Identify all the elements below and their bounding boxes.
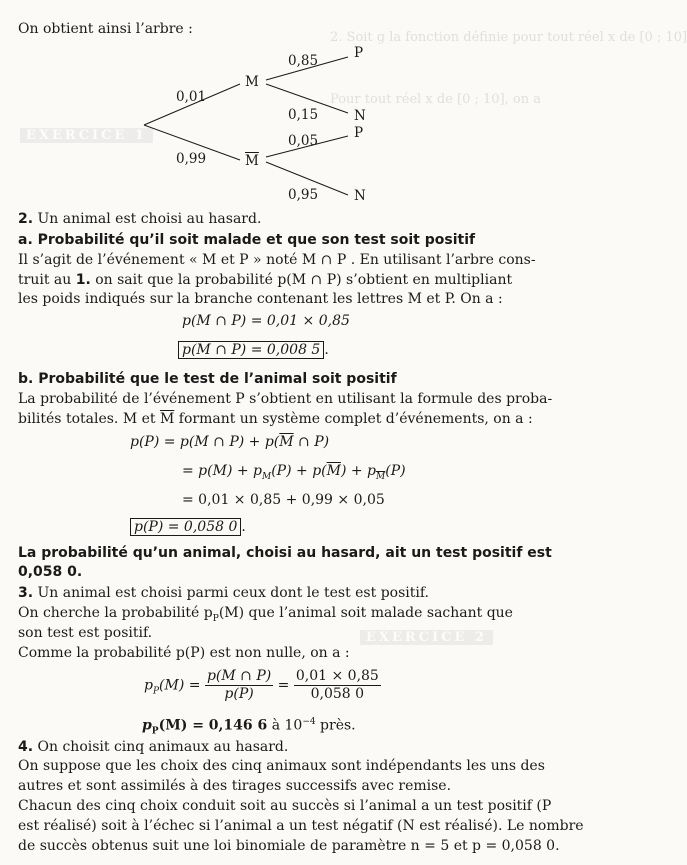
tree-weight-M-P: 0,85 — [288, 53, 319, 69]
tree-leaf-P2: P — [354, 125, 364, 141]
eq-part: = p(M) + p — [182, 463, 262, 479]
boxed-result — [130, 518, 246, 537]
conclusion-line: 0,058 0. — [18, 564, 83, 580]
bleed-through-text: 2. Soit g la fonction définie pour tout réel x de [0 ; 10] — [330, 30, 687, 45]
exponent: −4 — [302, 717, 316, 727]
eq-part: à 10 — [267, 717, 303, 734]
eq-part: ∩ P) — [293, 434, 330, 450]
probability-tree — [18, 0, 524, 215]
subscript: P — [212, 613, 219, 624]
question-2 — [18, 210, 261, 229]
bleed-through-banner: EXERCICE 2 — [360, 630, 493, 645]
fraction — [205, 668, 273, 703]
result-box: p(M ∩ P) = 0,008 5 — [178, 341, 324, 359]
tree-leaf-N1: N — [354, 108, 366, 124]
question-3 — [18, 584, 429, 603]
bleed-through-text: Pour tout réel x de [0 ; 10], on a — [330, 92, 541, 107]
text-fragment: formant un système complet d’événements, on a : — [174, 411, 533, 427]
text-fragment: (M) que l’animal soit malade sachant que — [218, 605, 513, 621]
tree-leaf-N2: N — [354, 188, 366, 204]
paragraph-line: La probabilité de l’événement P s’obtient en utilisant la formule des proba- — [18, 391, 553, 407]
complement-M: $\overline{M}$ — [326, 463, 341, 479]
tree-weight-Mbar-N: 0,95 — [288, 187, 319, 203]
paragraph-line: est réalisé) soit à l’échec si l’animal a un test négatif (N est réalisé). Le nombre — [18, 818, 584, 834]
complement-M: $\overline{M}$ — [159, 411, 175, 427]
result-box: p(P) = 0,058 0 — [130, 518, 241, 536]
numerator: p(M ∩ P) — [206, 668, 272, 684]
question-text: Un animal est choisi au hasard. — [33, 211, 262, 227]
tree-weight-M-N: 0,15 — [288, 107, 319, 123]
text-fragment: On cherche la probabilité p — [18, 605, 213, 621]
tree-leaf-P1: P — [354, 45, 364, 61]
paragraph-line: les poids indiqués sur la branche contenant les lettres M et P. On a : — [18, 291, 503, 307]
paragraph-line: de succès obtenus suit une loi binomiale de paramètre n = 5 et p = 0,058 0. — [18, 838, 560, 854]
subscript: M — [262, 471, 272, 482]
period: . — [241, 519, 246, 535]
complement-M: $\overline{M}$ — [279, 434, 294, 450]
eq-part: (M) = — [159, 677, 201, 694]
equation — [130, 433, 329, 452]
equals-sign: = — [277, 677, 290, 694]
paragraph-line — [18, 410, 533, 429]
denominator: 0,058 0 — [310, 686, 365, 702]
equation: = 0,01 × 0,85 + 0,99 × 0,05 — [182, 492, 385, 508]
paragraph-line: On suppose que les choix des cinq animaux sont indépendants les uns des — [18, 758, 545, 774]
paragraph-line: Il s’agit de l’événement « M et P » noté M ∩ P . En utilisant l’arbre cons- — [18, 252, 536, 268]
numerator: 0,01 × 0,85 — [295, 668, 379, 684]
paragraph-line: autres et sont assimilés à des tirages successifs avec remise. — [18, 778, 452, 794]
question-text: Un animal est choisi parmi ceux dont le test est positif. — [33, 585, 429, 601]
period: . — [324, 342, 329, 358]
subscript: P — [152, 686, 160, 697]
tree-weight-Mbar-P: 0,05 — [288, 133, 319, 149]
eq-part: près. — [315, 717, 356, 734]
equation: p(M ∩ P) = 0,01 × 0,85 — [182, 313, 350, 329]
tree-node-M: M — [245, 74, 259, 90]
tree-weight-M: 0,01 — [176, 89, 207, 105]
eq-part: (P) — [385, 463, 406, 479]
question-text: On choisit cinq animaux au hasard. — [33, 739, 289, 755]
eq-part: (M) = 0,146 6 — [158, 717, 268, 734]
text-fragment: on sait que la probabilité p(M ∩ P) s’obtient en multipliant — [90, 272, 513, 288]
denominator: p(P) — [224, 686, 254, 702]
bleed-through-banner: EXERCICE 1 — [20, 128, 153, 143]
eq-part: ) + p — [340, 463, 377, 479]
conclusion-line: La probabilité qu’un animal, choisi au hasard, ait un test positif est — [18, 545, 552, 561]
section-a-title: a. Probabilité qu’il soit malade et que son test soit positif — [18, 232, 476, 248]
conditional-probability-equation — [144, 668, 381, 703]
paragraph-line — [18, 271, 512, 290]
eq-part: p — [144, 677, 153, 694]
paragraph-line: Comme la probabilité p(P) est non nulle, on a : — [18, 645, 350, 661]
question-4 — [18, 738, 288, 757]
question-number: 3. — [18, 585, 34, 601]
fraction — [294, 668, 381, 703]
eq-part: p(P) = p(M ∩ P) + p( — [130, 434, 280, 450]
paragraph-line: son test est positif. — [18, 625, 153, 641]
tree-node-Mbar: $\overline{M}$ — [245, 153, 259, 169]
question-number: 2. — [18, 211, 34, 227]
text-fragment: truit au — [18, 272, 76, 288]
question-ref: 1. — [75, 272, 91, 288]
question-number: 4. — [18, 739, 34, 755]
subscript: M — [376, 471, 386, 482]
tree-weight-Mbar: 0,99 — [176, 151, 207, 167]
eq-part: p — [142, 717, 152, 734]
paragraph-line: Chacun des cinq choix conduit soit au succès si l’animal a un test positif (P — [18, 798, 552, 814]
subscript: P — [151, 726, 159, 737]
section-b-title: b. Probabilité que le test de l’animal soit positif — [18, 371, 397, 387]
eq-part: (P) + p( — [271, 463, 327, 479]
text-fragment: bilités totales. M et — [18, 411, 160, 427]
boxed-result — [178, 341, 329, 360]
intro-text: On obtient ainsi l’arbre : — [18, 21, 193, 37]
equation — [182, 462, 406, 487]
